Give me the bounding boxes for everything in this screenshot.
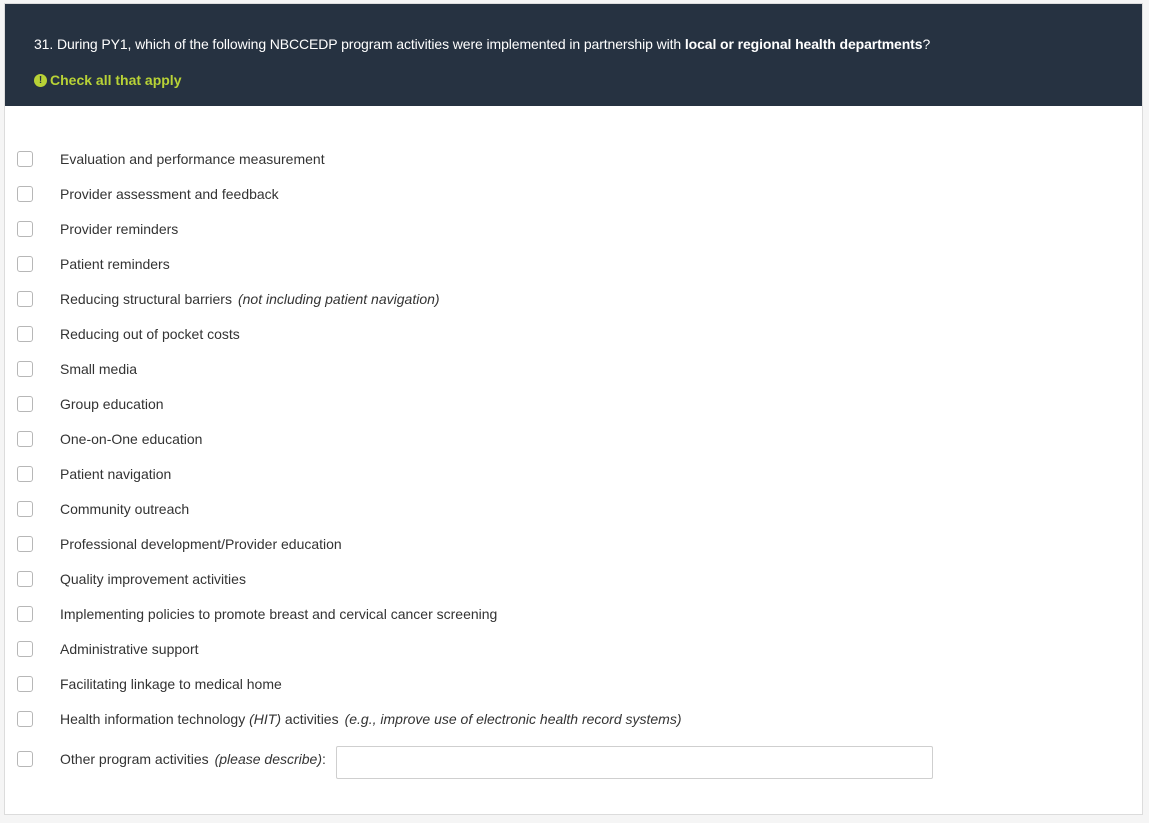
other-label: Other program activities [60, 751, 209, 767]
option-label-text: Reducing structural barriers [60, 291, 232, 307]
option-row[interactable] [5, 429, 1105, 451]
option-label: Patient navigation [60, 466, 172, 482]
option-label [60, 291, 440, 307]
instruction [34, 72, 181, 88]
option-row[interactable] [5, 219, 1105, 241]
checkbox[interactable] [17, 431, 33, 447]
option-row[interactable] [5, 709, 1105, 731]
option-label: Community outreach [60, 501, 190, 517]
option-label [60, 711, 682, 727]
checkbox[interactable] [17, 571, 33, 587]
option-label: Group education [60, 396, 164, 412]
option-row[interactable] [5, 324, 1105, 346]
question-emphasis: local or regional health departments [684, 36, 923, 52]
exclamation-circle-icon: ! [34, 74, 47, 87]
option-label: Professional development/Provider education [60, 536, 342, 552]
option-row[interactable] [5, 674, 1105, 696]
checkbox[interactable] [17, 606, 33, 622]
option-label: Quality improvement activities [60, 571, 246, 587]
option-label-abbrev: (HIT) [249, 711, 282, 727]
option-row[interactable] [5, 604, 1105, 626]
option-label: One-on-One education [60, 431, 203, 447]
question-suffix: ? [922, 36, 931, 52]
option-row[interactable] [5, 464, 1105, 486]
checkbox[interactable] [17, 256, 33, 272]
option-label-end: activities [284, 711, 339, 727]
option-label: Administrative support [60, 641, 199, 657]
option-label-text: Health information technology [60, 711, 246, 727]
option-row[interactable] [5, 149, 1105, 171]
option-row[interactable] [5, 184, 1105, 206]
checkbox[interactable] [17, 326, 33, 342]
option-label [60, 751, 326, 767]
instruction-text: Check all that apply [50, 72, 182, 88]
option-label: Provider assessment and feedback [60, 186, 279, 202]
checkbox[interactable] [17, 221, 33, 237]
checkbox[interactable] [17, 396, 33, 412]
question-panel [4, 3, 1143, 815]
option-row[interactable] [5, 534, 1105, 556]
other-colon: : [322, 751, 326, 767]
option-label: Small media [60, 361, 138, 377]
checkbox[interactable] [17, 151, 33, 167]
other-hint: (please describe) [214, 751, 322, 767]
option-row[interactable] [5, 254, 1105, 276]
option-hint: (not including patient navigation) [237, 291, 440, 307]
option-hint: (e.g., improve use of electronic health record systems) [344, 711, 682, 727]
option-row[interactable] [5, 394, 1105, 416]
question-header [5, 4, 1142, 106]
checkbox[interactable] [17, 186, 33, 202]
option-label: Patient reminders [60, 256, 170, 272]
option-row[interactable] [5, 499, 1105, 521]
option-label: Reducing out of pocket costs [60, 326, 240, 342]
checkbox[interactable] [17, 536, 33, 552]
question-text [34, 36, 930, 52]
checkbox[interactable] [17, 641, 33, 657]
checkbox[interactable] [17, 711, 33, 727]
checkbox[interactable] [17, 676, 33, 692]
checkbox[interactable] [17, 291, 33, 307]
checkbox[interactable] [17, 751, 33, 767]
other-description-input[interactable] [336, 746, 933, 779]
checkbox[interactable] [17, 501, 33, 517]
option-row[interactable] [5, 289, 1105, 311]
option-label: Implementing policies to promote breast and cervical cancer screening [60, 606, 498, 622]
checkbox[interactable] [17, 361, 33, 377]
option-row[interactable] [5, 639, 1105, 661]
option-label: Facilitating linkage to medical home [60, 676, 282, 692]
option-row[interactable] [5, 359, 1105, 381]
checkbox[interactable] [17, 466, 33, 482]
option-label: Provider reminders [60, 221, 179, 237]
option-row[interactable] [5, 569, 1105, 591]
question-prefix: 31. During PY1, which of the following NBCCEDP program activities were implemented in partnership with [34, 36, 685, 52]
option-label: Evaluation and performance measurement [60, 151, 325, 167]
